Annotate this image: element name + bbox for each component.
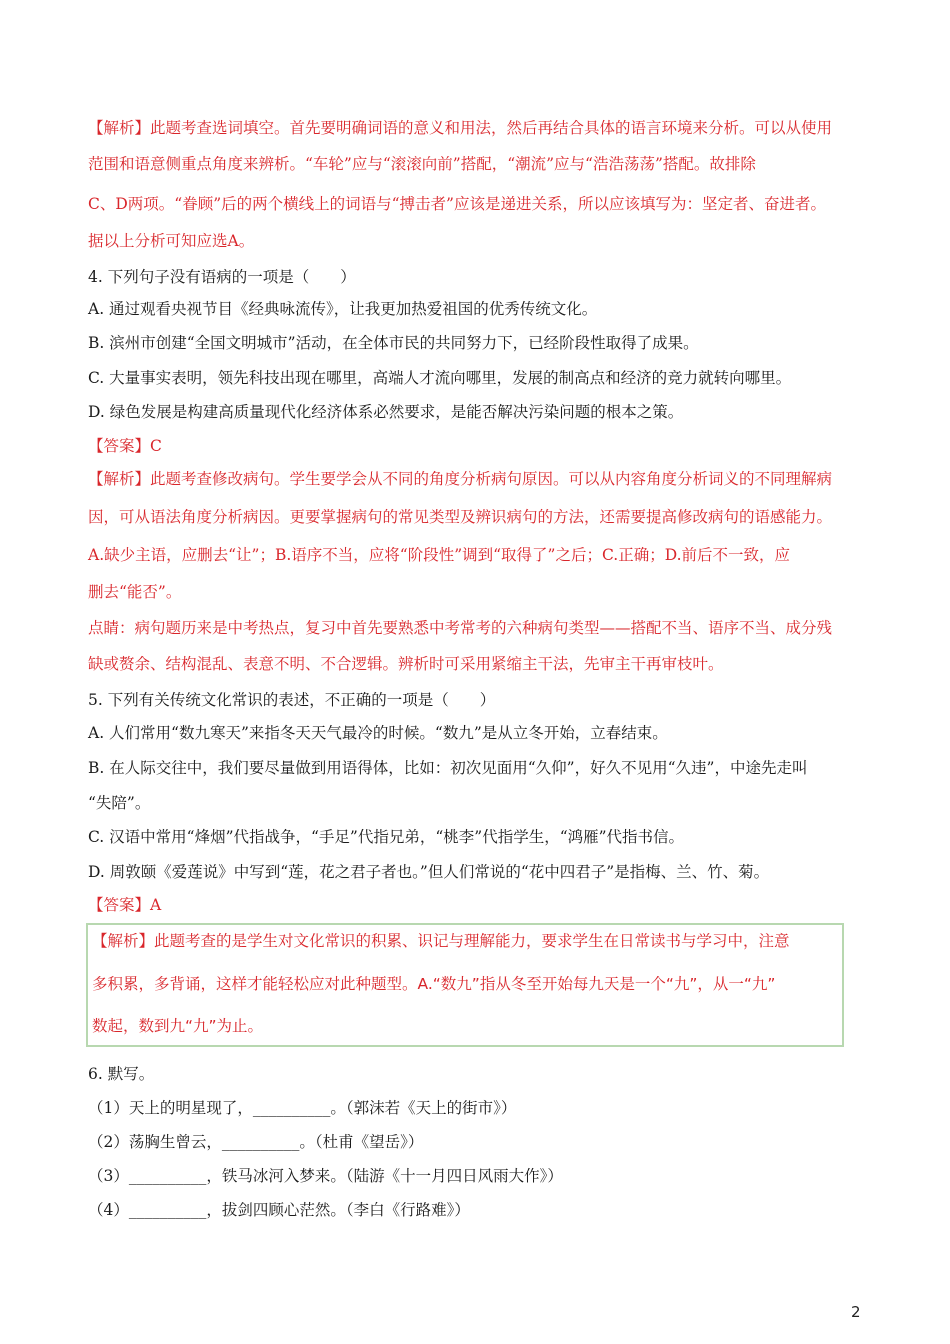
question-6-stem: 6. 默写。 xyxy=(88,1065,155,1083)
analysis-3-line: C、D两项。“眷顾”后的两个横线上的词语与“搏击者”应该是递进关系，所以应该填写为：坚定者、奋进者。 xyxy=(88,195,826,213)
page-number: 2 xyxy=(851,1303,861,1321)
question-6-item: （3）__________，铁马冰河入梦来。（陆游《十一月四日风雨大作》） xyxy=(88,1167,563,1185)
question-4-tip-line: 缺或赘余、结构混乱、表意不明、不合逻辑。辨析时可采用紧缩主干法，先审主干再审枝叶。 xyxy=(88,655,724,673)
analysis-box-line: 数起，数到九“九”为止。 xyxy=(92,1017,264,1035)
question-5-option-b: B. 在人际交往中，我们要尽量做到用语得体，比如：初次见面用“久仰”，好久不见用“久违”，中途先走叫 xyxy=(88,759,808,777)
question-5-option-b-cont: “失陪”。 xyxy=(88,794,151,812)
analysis-3-line: 据以上分析可知应选A。 xyxy=(88,232,255,250)
question-4-analysis-line: A.缺少主语，应删去“让”；B.语序不当，应将“阶段性”调到“取得了”之后；C.正确；D.前后不一致，应 xyxy=(88,546,791,564)
question-4-analysis-line: 【解析】此题考查修改病句。学生要学会从不同的角度分析病句原因。可以从内容角度分析词义的不同理解病 xyxy=(88,470,833,488)
question-5-analysis-box xyxy=(86,923,844,1047)
question-5-option-a: A. 人们常用“数九寒天”来指冬天天气最冷的时候。“数九”是从立冬开始，立春结束。 xyxy=(88,724,668,742)
question-6-item: （4）__________，拔剑四顾心茫然。（李白《行路难》） xyxy=(88,1201,470,1219)
question-6-item: （2）荡胸生曾云，__________。（杜甫《望岳》） xyxy=(88,1133,424,1151)
question-5-stem: 5. 下列有关传统文化常识的表述，不正确的一项是（ ） xyxy=(88,691,496,709)
question-4-option-a: A. 通过观看央视节目《经典咏流传》，让我更加热爱祖国的优秀传统文化。 xyxy=(88,300,598,318)
analysis-3-line: 范围和语意侧重点角度来辨析。“车轮”应与“滚滚向前”搭配，“潮流”应与“浩浩荡荡”搭配。故排除 xyxy=(88,155,756,173)
question-4-analysis-line: 删去“能否”。 xyxy=(88,583,182,601)
question-4-answer: 【答案】C xyxy=(88,437,162,455)
question-5-option-d: D. 周敦颐《爱莲说》中写到“莲，花之君子者也。”但人们常说的“花中四君子”是指梅、兰、竹、菊。 xyxy=(88,863,770,881)
analysis-box-line: 多积累，多背诵，这样才能轻松应对此种题型。A.“数九”指从冬至开始每九天是一个“九”，从一“九” xyxy=(92,975,776,993)
question-4-tip-line: 点睛：病句题历来是中考热点，复习中首先要熟悉中考常考的六种病句类型——搭配不当、语序不当、成分残 xyxy=(88,619,833,637)
analysis-box-line: 【解析】此题考查的是学生对文化常识的积累、识记与理解能力，要求学生在日常读书与学习中，注意 xyxy=(92,932,790,950)
question-6-item: （1）天上的明星现了，__________。（郭沫若《天上的街市》） xyxy=(88,1099,517,1117)
question-5-option-c: C. 汉语中常用“烽烟”代指战争，“手足”代指兄弟，“桃李”代指学生，“鸿雁”代指书信。 xyxy=(88,828,685,846)
question-4-stem: 4. 下列句子没有语病的一项是（ ） xyxy=(88,268,356,286)
question-4-option-d: D. 绿色发展是构建高质量现代化经济体系必然要求，是能否解决污染问题的根本之策。 xyxy=(88,403,684,421)
analysis-3-line: 【解析】此题考查选词填空。首先要明确词语的意义和用法，然后再结合具体的语言环境来分析。可以从使用 xyxy=(88,119,833,137)
question-4-option-b: B. 滨州市创建“全国文明城市”活动，在全体市民的共同努力下，已经阶段性取得了成果。 xyxy=(88,334,699,352)
question-5-answer: 【答案】A xyxy=(88,896,162,914)
question-4-analysis-line: 因，可从语法角度分析病因。更要掌握病句的常见类型及辨识病句的方法，还需要提高修改病句的语感能力。 xyxy=(88,508,833,526)
question-4-option-c: C. 大量事实表明，领先科技出现在哪里，高端人才流向哪里，发展的制高点和经济的竞力就转向哪里。 xyxy=(88,369,792,387)
